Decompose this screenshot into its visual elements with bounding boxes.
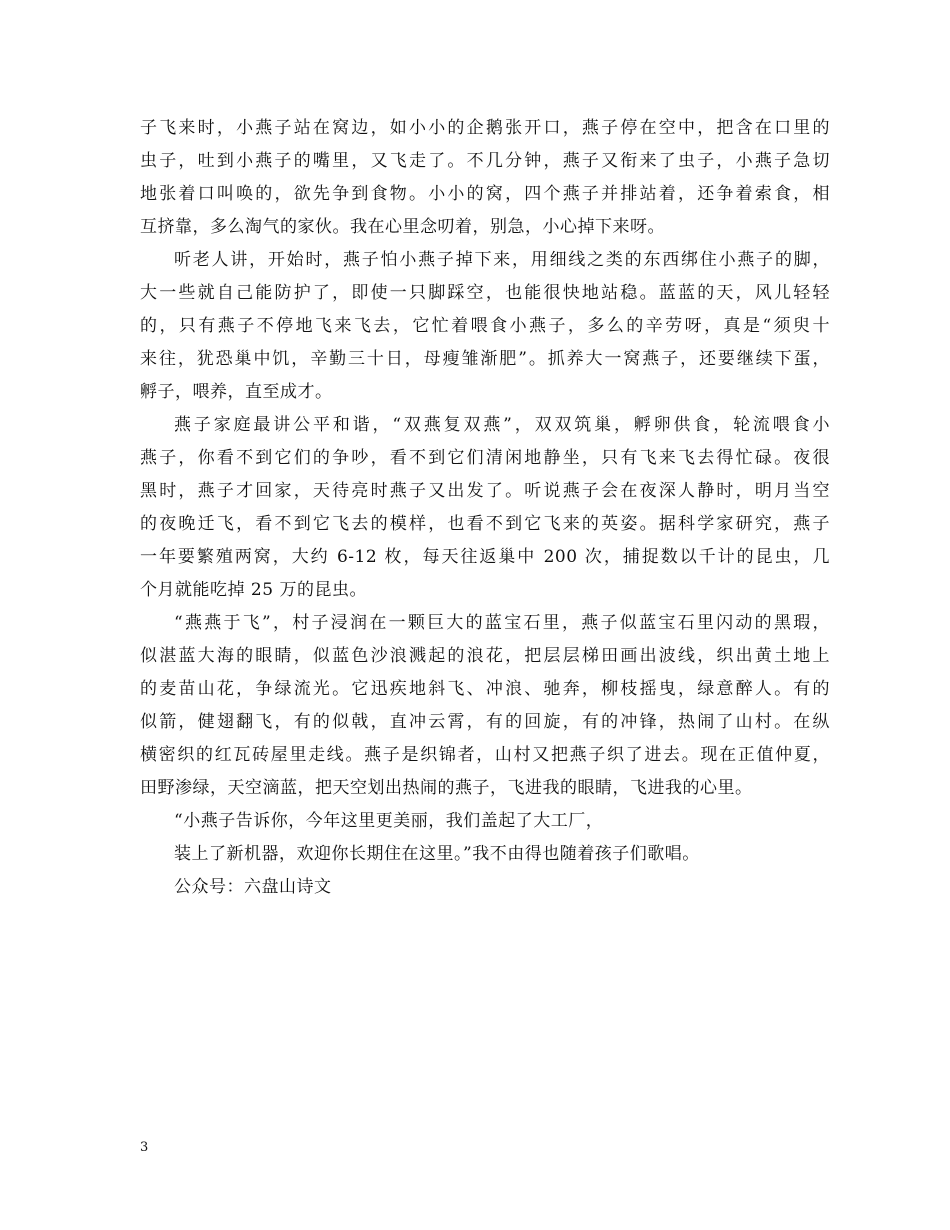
paragraph-old-people-say xyxy=(140,244,830,409)
text-line: 听老人讲，开始时，燕子怕小燕子掉下来，用细线之类的东西绑住小燕子的脚， xyxy=(174,250,830,270)
text-line: 装上了新机器，欢迎你长期住在这里。”我不由得也随着孩子们歌唱。 xyxy=(174,844,700,864)
text-line: 的，只有燕子不停地飞来飞去，它忙着喂食小燕子，多么的辛劳呀，真是“须臾十 xyxy=(140,316,830,336)
text-line: 来往，犹恐巢中饥，辛勤三十日，母瘦雏渐肥”。抓养大一窝燕子，还要继续下蛋， xyxy=(140,349,830,369)
text-line: “燕燕于飞”，村子浸润在一颗巨大的蓝宝石里，燕子似蓝宝石里闪动的黑瑕， xyxy=(174,613,830,633)
paragraph-continued xyxy=(140,112,830,244)
text-line: 孵子，喂养，直至成才。 xyxy=(140,382,333,402)
text-line: 互挤靠，多么淘气的家伙。我在心里念叨着，别急，小心掉下来呀。 xyxy=(140,217,665,237)
page-number: 3 xyxy=(140,1140,149,1155)
paragraph-swallow-family xyxy=(140,409,830,607)
text-line: 子飞来时，小燕子站在窝边，如小小的企鹅张开口，燕子停在空中，把含在口里的 xyxy=(140,118,830,138)
text-line: 个月就能吃掉 25 万的昆虫。 xyxy=(140,580,367,600)
text-line: 燕子，你看不到它们的争吵，看不到它们清闲地静坐，只有飞来飞去得忙碌。夜很 xyxy=(140,448,830,468)
text-line: 横密织的红瓦砖屋里走线。燕子是织锦者，山村又把燕子织了进去。现在正值仲夏， xyxy=(140,745,830,765)
paragraph-swallows-fly xyxy=(140,607,830,805)
text-line: 公众号：六盘山诗文 xyxy=(174,877,332,897)
text-line: 大一些就自己能防护了，即使一只脚踩空，也能很快地站稳。蓝蓝的天，风儿轻轻 xyxy=(140,283,830,303)
text-line: 黑时，燕子才回家，天待亮时燕子又出发了。听说燕子会在夜深人静时，明月当空 xyxy=(140,481,830,501)
text-line: 地张着口叫唤的，欲先争到食物。小小的窝，四个燕子并排站着，还争着索食，相 xyxy=(140,184,830,204)
text-line: 一年要繁殖两窝，大约 6-12 枚，每天往返巢中 200 次，捕捉数以千计的昆虫，几 xyxy=(140,547,830,567)
text-line: 似箭，健翅翻飞，有的似戟，直冲云霄，有的回旋，有的冲锋，热闹了山村。在纵 xyxy=(140,712,830,732)
text-line: 虫子，吐到小燕子的嘴里，又飞走了。不几分钟，燕子又衔来了虫子，小燕子急切 xyxy=(140,151,830,171)
body-text xyxy=(140,112,830,904)
text-line: 燕子家庭最讲公平和谐，“双燕复双燕”，双双筑巢，孵卵供食，轮流喂食小 xyxy=(174,415,830,435)
text-line: 的麦苗山花，争绿流光。它迅疾地斜飞、冲浪、驰奔，柳枝摇曳，绿意醉人。有的 xyxy=(140,679,830,699)
text-line: “小燕子告诉你，今年这里更美丽，我们盖起了大工厂， xyxy=(174,811,604,831)
public-account-note xyxy=(140,871,830,904)
text-line: 田野渗绿，天空滴蓝，把天空划出热闹的燕子，飞进我的眼睛，飞进我的心里。 xyxy=(140,778,753,798)
song-lyrics xyxy=(140,805,830,871)
text-line: 的夜晚迁飞，看不到它飞去的模样，也看不到它飞来的英姿。据科学家研究，燕子 xyxy=(140,514,830,534)
text-line: 似湛蓝大海的眼睛，似蓝色沙浪溅起的浪花，把层层梯田画出波线，织出黄土地上 xyxy=(140,646,830,666)
